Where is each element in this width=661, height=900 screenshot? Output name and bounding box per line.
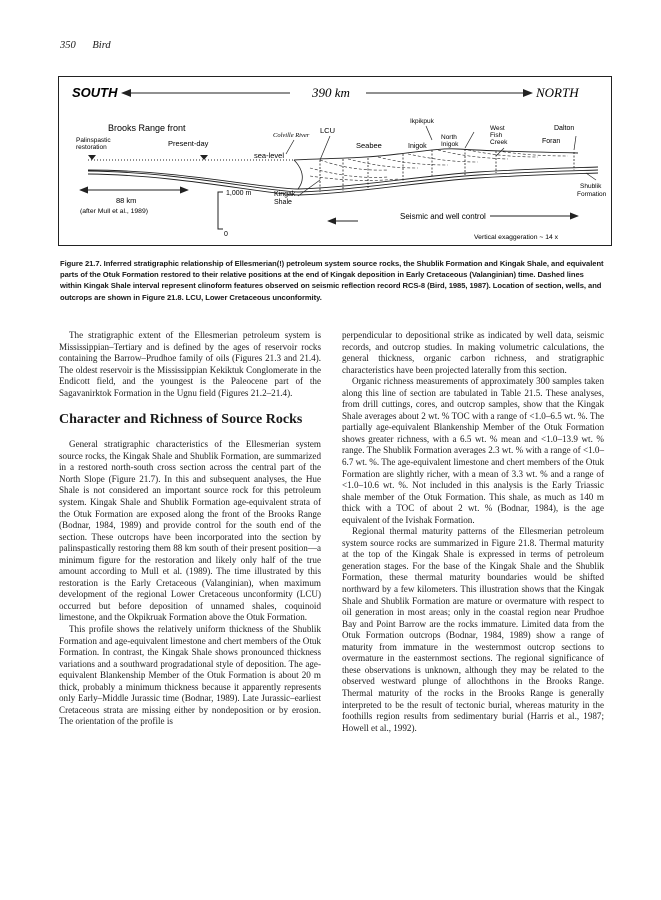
vertical-exaggeration-label: Vertical exaggeration ~ 14 x — [474, 234, 559, 241]
well-lines — [320, 149, 574, 192]
kingak-shale-label: Kingak Shale — [274, 191, 296, 206]
shublik-formation-label: Shublik Formation — [577, 183, 607, 198]
km-88-label: 88 km — [116, 196, 137, 205]
dalton-label: Dalton — [554, 125, 575, 132]
right-paragraph-1: perpendicular to depositional strike as indicated by well data, seismic records, and outcrop studies. In making volumetric calculations, the general thickness, organic carbon richness, and stratigraphic characteristics have been projected laterally from this section. — [342, 330, 604, 375]
scale-0-label: 0 — [224, 231, 228, 238]
seabee-label: Seabee — [356, 141, 382, 150]
palinspastic-line1: Palinspastic — [76, 137, 111, 144]
figure-frame — [59, 77, 612, 246]
left-column — [59, 330, 321, 728]
restoration-marker — [88, 155, 96, 160]
left-paragraph-1: The stratigraphic extent of the Ellesmerian petroleum system is Mississippian–Tertiary and is defined by the ages of reservoir rocks containing the Barrow–Prudhoe family of oils (Figures 21.3 and 21.4). The oldest reservoir is the Mississippian Kekiktuk Conglomerate in the Endicott field, and the youngest is the Paleocene part of the Sagavanirktok Formation in the Ugnu field (Figures 21.2–21.4). — [59, 330, 321, 398]
present-day-marker — [200, 155, 208, 160]
lcu-surface — [294, 149, 578, 160]
seismic-control-label: Seismic and well control — [400, 212, 486, 221]
running-head — [60, 40, 111, 51]
cross-section-diagram — [58, 76, 612, 246]
foran-label: Foran — [542, 138, 561, 145]
section-heading: Character and Richness of Source Rocks — [59, 412, 303, 428]
brooks-range-front-label: Brooks Range front — [108, 123, 186, 133]
palinspastic-line2: restoration — [76, 144, 107, 151]
page-number: 350 — [60, 40, 76, 51]
figure-21-7 — [58, 76, 612, 246]
right-paragraph-2: Organic richness measurements of approximately 300 samples taken along this line of section are tabulated in Table 21.5. These analyses, from drill cuttings, cores, and outcrop samples, show that the Kingak Shale averages about 2 wt. % TOC with a range of <1.0–6.5 wt. %. The partially age-equivalent Blankenship Member of the Otuk Formation shows greater richness, with a 6.5 wt. % mean and <1.0–13.9 wt. % range. The Shublik Formation averages 2.3 wt. % with a range of <1.0–6.7 wt. %. The age-equivalent limestone and chert members of the Otuk Formation are slightly richer, with a mean of 3.3 wt. % and a range of <1.0–10.6 wt. %. Not included in this analysis is the Early Triassic shale member of the Otuk Formation. This shale, as much as 140 m thick with a TOC of about 2 wt. % (Bodnar, 1984), is the age equivalent of the Ivishak Formation. — [342, 376, 604, 525]
scale-1000-label: 1,000 m — [226, 190, 252, 197]
running-head-author: Bird — [92, 40, 111, 51]
left-paragraph-2: General stratigraphic characteristics of the Ellesmerian system source rocks, the Kingak Shale and Shublik Formation, are summarized in a restored north-south cross section across the central part of the North Slope (Figure 21.7). In this and subsequent analyses, the Hue Shale is not considered an important source rock for this petroleum system. Kingak Shale and Shublik Formation age-equivalent strata of the Otuk Formation are exposed along the front of the Brooks Range (Bodnar, 1984, 1989) and provide control for the south end of the section. These outcrops have been incorporated into the section by palinspastically restoring them 88 km south of their present position—a minimum figure for the restoration and likely only half of the true amount according to Mull et al. (1989). The time illustrated by this restoration is the Early Cretaceous (Valanginian), when maximum development of the regional Lower Cretaceous unconformity (LCU) occurred but before deposition of unnamed shales, coquinoid limestone, and the Okpikruak Formation above the Otuk Formation. — [59, 439, 321, 623]
north-inigok-label: North Inigok — [441, 134, 459, 148]
inigok-label: Inigok — [408, 143, 427, 150]
north-label: NORTH — [536, 85, 579, 100]
present-day-label: Present-day — [168, 139, 209, 148]
south-label: SOUTH — [72, 85, 118, 100]
after-mull-label: (after Mull et al., 1989) — [80, 208, 148, 215]
figure-caption: Figure 21.7. Inferred stratigraphic relationship of Ellesmerian(!) petroleum system source rocks, the Shublik Formation and Kingak Shale, and equivalent parts of the Otuk Formation restored to their relative positions at the end of Kingak deposition in Early Cretaceous (Valanginian) time. Dashed lines within Kingak Shale interval represent clinoform features observed on seismic reflection record RCS-8 (Bird, 1985, 1987). Location of section, wells, and outcrops are shown in Figure 21.8. LCU, Lower Cretaceous unconformity. — [60, 259, 604, 302]
right-paragraph-3: Regional thermal maturity patterns of the Ellesmerian petroleum system source rocks are summarized in Figure 21.8. Thermal maturity at the top of the Kingak Shale is expressed in terms of petroleum generation stages. For the base of the Kingak Shale and the Shublik Formation, these thermal maturity boundaries would be shifted northward by a few kilometers. This illustration shows that the Kingak Shale and Shublik Formation are mature or overmature with respect to oil generation in most areas; only in the coastal region near Prudhoe Bay and Point Barrow are the rocks immature. Limited data from the Otuk Formation outcrops (Bodnar, 1984, 1989) show a range of maturity from immature in the westernmost outcrop sections to overmature in the easternmost sections. The regional significance of these observations is unknown, although they may be related to the observed westward plunge of allochthons in the Brooks Range. Thermal maturity of the rocks in the Brooks Range is generally interpreted to be the result of tectonic burial, whereas maturity in the foothills region results from sedimentary burial (Harris et al., 1987; Howell et al., 1992). — [342, 526, 604, 733]
ikpikpuk-label: Ikpikpuk — [410, 118, 434, 125]
right-column — [342, 330, 604, 734]
vertical-scale-bar — [218, 192, 223, 229]
sea-level-label: sea-level — [254, 151, 285, 160]
west-fish-creek-label: West Fish Creek — [490, 125, 508, 146]
lcu-label: LCU — [320, 126, 336, 135]
distance-label: 390 km — [312, 85, 350, 100]
palinspastic-label — [76, 137, 113, 151]
colville-river-label: Colville River — [273, 132, 310, 139]
left-paragraph-3: This profile shows the relatively uniform thickness of the Shublik Formation and age-equivalent limestone and chert members of the Otuk Formation. In contrast, the Kingak Shale shows pronounced thickness variations and a southward progradational style of deposition. The age-equivalent Blankenship Member of the Otuk Formation is about 20 m thick, probably a minimum thickness because it apparently represents only Early–Middle Jurassic time (Bodnar, 1989). Late Jurassic–earliest Cretaceous strata are missing either by nondeposition or by erosion. The orientation of the profile is — [59, 624, 321, 727]
